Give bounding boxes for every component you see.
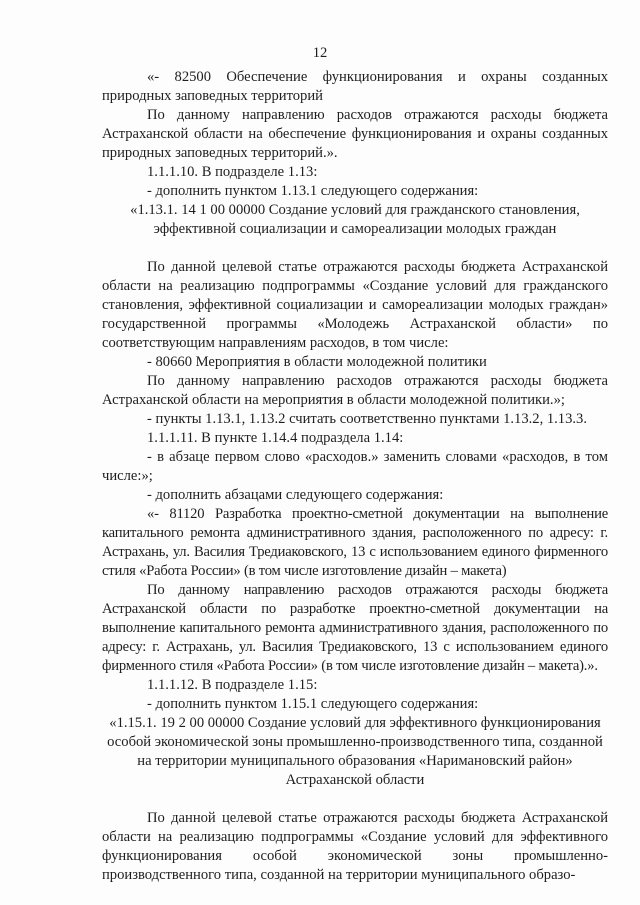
paragraph-code-80660: - 80660 Мероприятия в области молодежной политики: [147, 354, 487, 370]
paragraph-add-paragraphs: - дополнить абзацами следующего содержания:: [147, 487, 444, 503]
paragraph-item-1-1-1-10: 1.1.1.10. В подразделе 1.13:: [147, 164, 318, 180]
paragraph-heading-1-13-1: «1.13.1. 14 1 00 00000 Создание условий для гражданского становления, эффективной социализации и самореализации молодых граждан: [130, 202, 580, 237]
paragraph-item-1-1-1-12: 1.1.1.12. В подразделе 1.15:: [147, 677, 318, 693]
page-number: 12: [312, 45, 328, 61]
paragraph-renumber-items: - пункты 1.13.1, 1.13.2 считать соответственно пунктами 1.13.2, 1.13.3.: [147, 411, 587, 427]
paragraph-add-1-13-1: - дополнить пунктом 1.13.1 следующего содержания:: [147, 183, 479, 199]
paragraph-code-81120: «- 81120 Разработка проектно-сметной документации на выполнение капитального ремонта административного здания, расположенного по адресу: г. Астрахань, ул. Василия Тредиаковского, 13 с использованием единого фирменного стиля «Работа России» (в том числе изготовление дизайн – макета): [102, 506, 608, 579]
document-body: [102, 68, 608, 885]
paragraph-81120-description: По данному направлению расходов отражаются расходы бюджета Астраханской области по разработке проектно-сметной документации на выполнение капитального ремонта административного здания, расположенного по адресу: г. Астрахань, ул. Василия Тредиаковского, 13 с использованием единого фирменного стиля «Работа России» (в том числе изготовление дизайн – макета).».: [102, 582, 608, 674]
paragraph-80660-description: По данному направлению расходов отражаются расходы бюджета Астраханской области на мероприятия в области молодежной политики.»;: [102, 373, 608, 408]
paragraph-target-article-2: По данной целевой статье отражаются расходы бюджета Астраханской области на реализацию подпрограммы «Создание условий для эффективного функционирования особой экономической зоны промышленно-производственного типа, созданной на территории муниципального образо-: [102, 810, 608, 883]
paragraph-replace-word: - в абзаце первом слово «расходов.» заменить словами «расходов, в том числе:»;: [102, 449, 608, 484]
paragraph-code-82500: «- 82500 Обеспечение функционирования и охраны созданных природных заповедных территорий: [102, 69, 608, 104]
paragraph-82500-description: По данному направлению расходов отражаются расходы бюджета Астраханской области на обеспечение функционирования и охраны созданных природных заповедных территорий.».: [102, 107, 608, 161]
paragraph-item-1-1-1-11: 1.1.1.11. В пункте 1.14.4 подраздела 1.14:: [147, 430, 404, 446]
paragraph-target-article-1: По данной целевой статье отражаются расходы бюджета Астраханской области на реализацию подпрограммы «Создание условий для гражданского становления, эффективной социализации и самореализации молодых граждан» государственной программы «Молодежь Астраханской области» по соответствующим направлениям расходов, в том числе:: [102, 259, 608, 351]
paragraph-add-1-15-1: - дополнить пунктом 1.15.1 следующего содержания:: [147, 696, 479, 712]
blank-line: [102, 790, 608, 809]
blank-line: [102, 239, 608, 258]
paragraph-heading-1-15-1: «1.15.1. 19 2 00 00000 Создание условий для эффективного функционирования особой экономической зоны промышленно-производственного типа, созданной на территории муниципального образования «Наримановский район» Астраханской области: [107, 715, 603, 788]
